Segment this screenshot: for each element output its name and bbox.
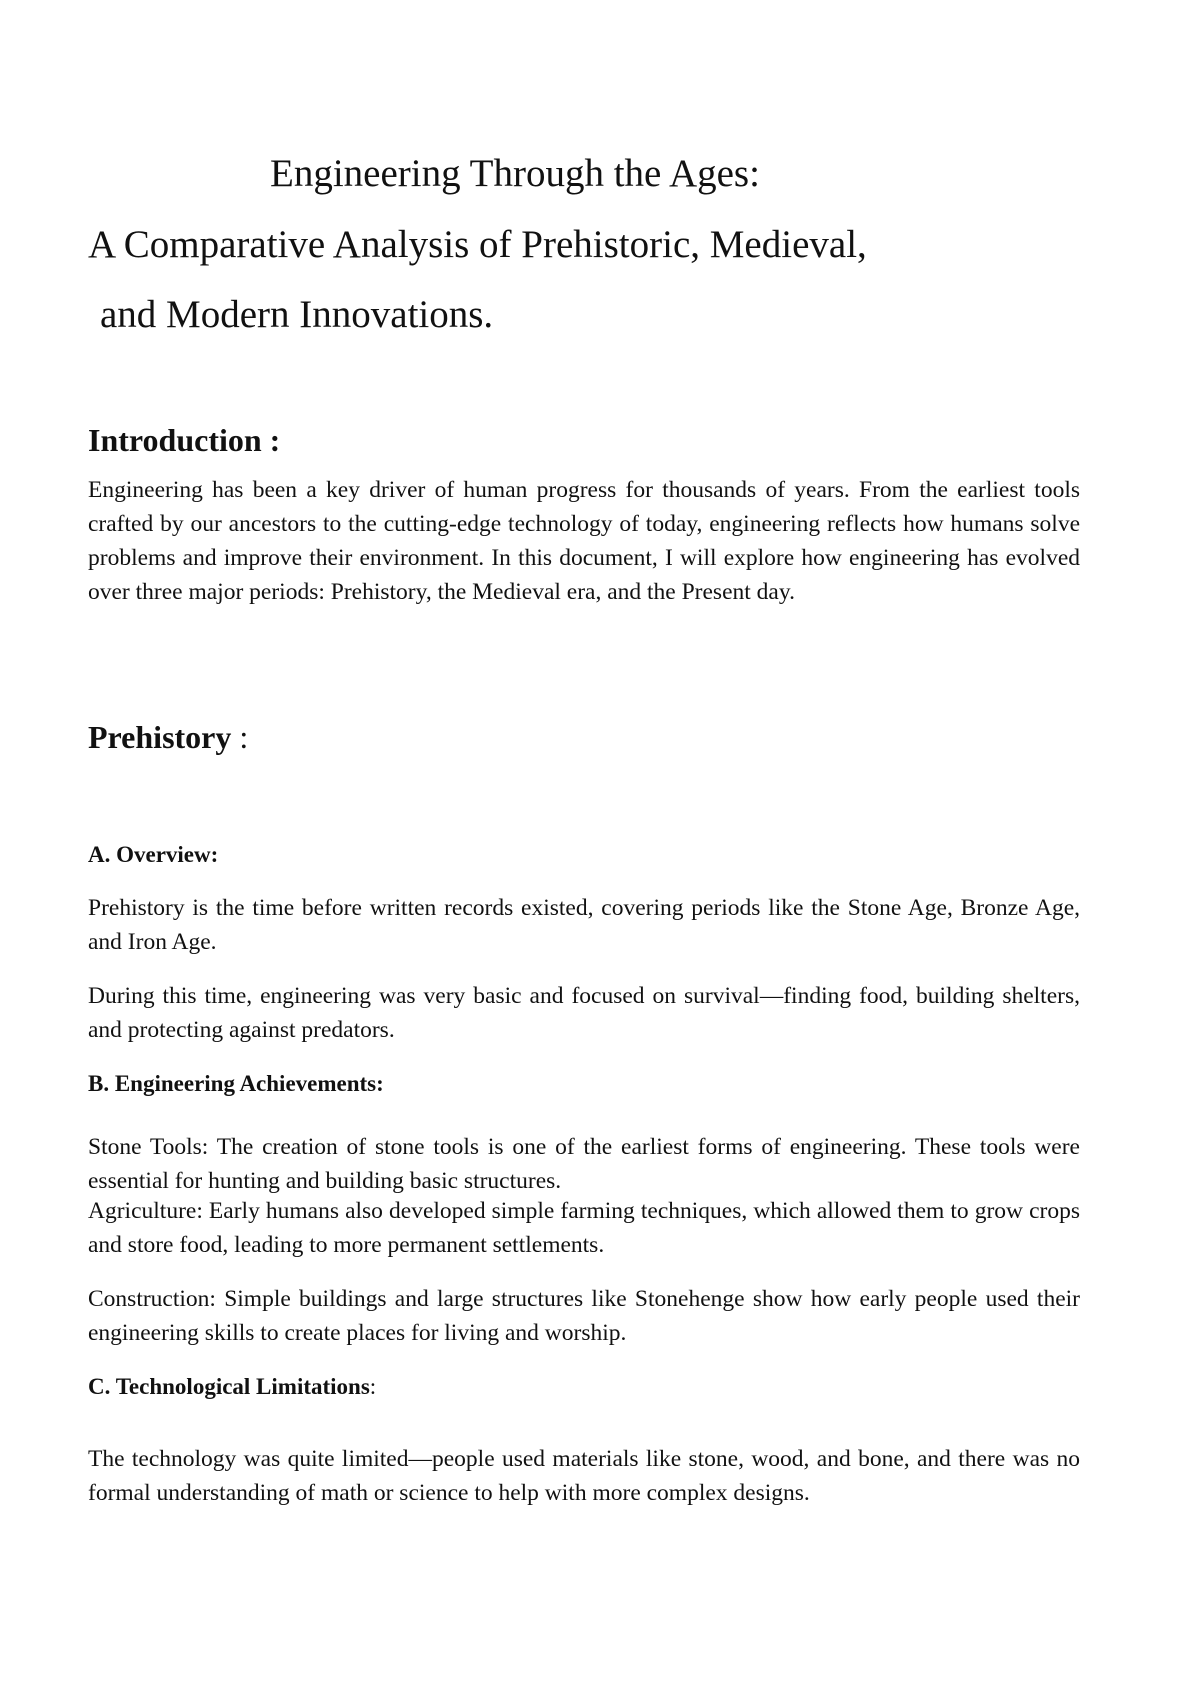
overview-paragraph-1: Prehistory is the time before written records existed, covering periods like the Stone Age, Bronze Age, and Iron Age. <box>88 895 1080 955</box>
title-line-2: A Comparative Analysis of Prehistoric, Medieval, <box>88 223 867 266</box>
limitations-paragraph-1: The technology was quite limited—people used materials like stone, wood, and bone, and there was no formal understanding of math or science to help with more complex designs. <box>88 1446 1080 1506</box>
overview-heading: A. Overview: <box>88 842 219 867</box>
limitations-heading-colon: : <box>369 1374 377 1399</box>
title-line-1: Engineering Through the Ages: <box>270 152 760 195</box>
limitations-heading <box>88 1372 376 1402</box>
prehistory-heading-colon: : <box>231 719 249 755</box>
introduction-paragraph: Engineering has been a key driver of human progress for thousands of years. From the earliest tools crafted by our ancestors to the cutting-edge technology of today, engineering reflects how humans solve problems and improve their environment. In this document, I will explore how engineering has evolved over three major periods: Prehistory, the Medieval era, and the Present day. <box>88 477 1080 605</box>
prehistory-heading <box>88 717 248 757</box>
title-line-3: and Modern Innovations. <box>100 293 494 336</box>
achievements-paragraph-1: Stone Tools: The creation of stone tools is one of the earliest forms of engineering. These tools were essential for hunting and building basic structures. <box>88 1134 1080 1194</box>
introduction-heading: Introduction : <box>88 422 281 458</box>
limitations-heading-text: C. Technological Limitations <box>88 1374 370 1399</box>
achievements-paragraph-2: Agriculture: Early humans also developed simple farming techniques, which allowed them to grow crops and store food, leading to more permanent settlements. <box>88 1198 1080 1258</box>
prehistory-heading-text: Prehistory <box>88 719 232 755</box>
achievements-heading: B. Engineering Achievements: <box>88 1071 384 1096</box>
achievements-paragraph-3: Construction: Simple buildings and large structures like Stonehenge show how early people used their engineering skills to create places for living and worship. <box>88 1286 1080 1346</box>
overview-paragraph-2: During this time, engineering was very basic and focused on survival—finding food, building shelters, and protecting against predators. <box>88 983 1080 1043</box>
